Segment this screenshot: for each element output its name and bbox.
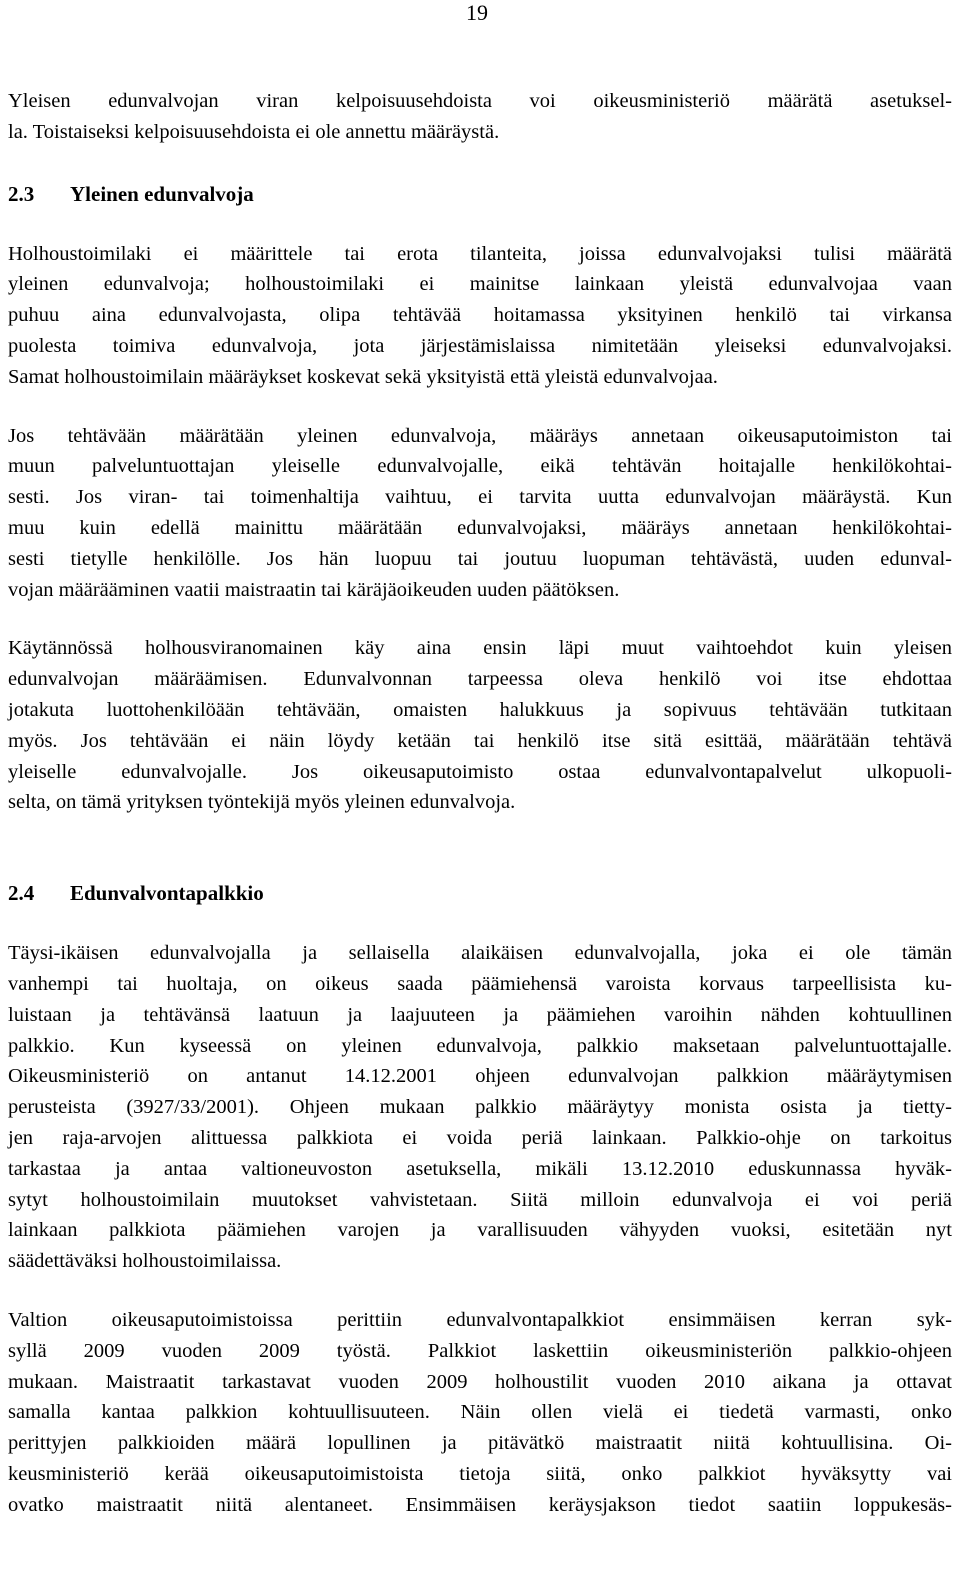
text-line: edunvalvojan määräämisen. Edunvalvonnan tarpeessa oleva henkilö voi itse ehdottaa xyxy=(8,668,952,691)
paragraph xyxy=(8,421,952,606)
text-line: Samat holhoustoimilain määräykset koskevat sekä yksityistä että yleistä edunvalvojaa. xyxy=(8,365,718,388)
text-line: perusteista (3927/33/2001). Ohjeen mukaan palkkio määräytyy monista osista ja tietty- xyxy=(8,1096,952,1119)
text-line: mukaan. Maistraatit tarkastavat vuoden 2009 holhoustilit vuoden 2010 aikana ja ottavat xyxy=(8,1370,952,1393)
section-heading-2-4 xyxy=(8,878,952,908)
text-line: Täysi-ikäisen edunvalvojalla ja sellaisella alaikäisen edunvalvojalla, joka ei ole tämän xyxy=(8,942,952,965)
text-line: samalla kantaa palkkion kohtuullisuuteen. Näin ollen vielä ei tiedetä varmasti, onko xyxy=(8,1401,952,1424)
paragraph xyxy=(8,938,952,1277)
text-line: lainkaan palkkiota päämiehen varojen ja varallisuuden vähyyden vuoksi, esitetään nyt xyxy=(8,1219,952,1242)
page-number: 19 xyxy=(466,0,488,25)
text-line: muun palveluntuottajan yleiselle edunvalvojalle, eikä tehtävän hoitajalle henkilökohtai- xyxy=(8,455,952,478)
text-line: myös. Jos tehtävään ei näin löydy ketään tai henkilö itse sitä esittää, määrätään tehtävä xyxy=(8,729,952,752)
text-line: Käytännössä holhousviranomainen käy aina ensin läpi muut vaihtoehdot kuin yleisen xyxy=(8,637,952,660)
text-line: vanhempi tai huoltaja, on oikeus saada päämiehensä varoista korvaus tarpeellisista ku- xyxy=(8,972,952,995)
text-line: palkkio. Kun kyseessä on yleinen edunvalvoja, palkkio maksetaan palveluntuottajalle. xyxy=(8,1034,952,1057)
section-title: Yleinen edunvalvoja xyxy=(70,181,254,206)
text-line: puhuu aina edunvalvojasta, olipa tehtävää hoitamassa yksityinen henkilö tai virkansa xyxy=(8,304,952,327)
text-line: keusministeriö kerää oikeusaputoimistoista tietoja siitä, onko palkkiot hyväksytty vai xyxy=(8,1462,952,1485)
section-title: Edunvalvontapalkkio xyxy=(70,881,264,906)
text-line: Oikeusministeriö on antanut 14.12.2001 ohjeen edunvalvojan palkkion määräytymisen xyxy=(8,1065,952,1088)
text-line: vojan määrääminen vaatii maistraatin tai käräjäoikeuden uuden päätöksen. xyxy=(8,578,620,601)
text-line: puolesta toimiva edunvalvoja, jota järjestämislaissa nimitetään yleiseksi edunvalvojaksi. xyxy=(8,334,952,357)
section-number: 2.4 xyxy=(8,881,35,906)
section-heading-2-3 xyxy=(8,179,952,209)
text-line: säädettäväksi holhoustoimilaissa. xyxy=(8,1250,282,1273)
text-line: syllä 2009 vuoden 2009 työstä. Palkkiot laskettiin oikeusministeriön palkkio-ohjeen xyxy=(8,1339,952,1362)
text-line: Valtion oikeusaputoimistoissa perittiin edunvalvontapalkkiot ensimmäisen kerran syk- xyxy=(8,1308,952,1331)
text-line: sytyt holhoustoimilain muutokset vahvistetaan. Siitä milloin edunvalvoja ei voi periä xyxy=(8,1188,952,1211)
text-line: jen raja-arvojen alittuessa palkkiota ei voida periä lainkaan. Palkkio-ohje on tarkoitus xyxy=(8,1126,952,1149)
text-line: selta, on tämä yrityksen työntekijä myös yleinen edunvalvoja. xyxy=(8,791,516,814)
paragraph xyxy=(8,1305,952,1521)
text-line: Jos tehtävään määrätään yleinen edunvalvoja, määräys annetaan oikeusaputoimiston tai xyxy=(8,424,952,447)
text-line: perittyjen palkkioiden määrä lopullinen ja pitävätkö maistraatit niitä kohtuullisina. Oi- xyxy=(8,1432,952,1455)
paragraph xyxy=(8,239,952,393)
text-line: tarkastaa ja antaa valtioneuvoston asetuksella, mikäli 13.12.2010 eduskunnassa hyväk- xyxy=(8,1157,952,1180)
text-line: jotakuta luottohenkilöään tehtävään, omaisten halukkuus ja sopivuus tehtävään tutkitaan xyxy=(8,698,952,721)
intro-paragraph xyxy=(8,86,952,148)
text-line: sesti. Jos viran- tai toimenhaltija vaihtuu, ei tarvita uutta edunvalvojan määräystä. Kun xyxy=(8,486,952,509)
text-line: Yleisen edunvalvojan viran kelpoisuusehdoista voi oikeusministeriö määrätä asetuksel- xyxy=(8,90,952,112)
document-body xyxy=(8,86,952,1520)
text-line: luistaan ja tehtävänsä laatuun ja laajuuteen ja päämiehen varoihin nähden kohtuullinen xyxy=(8,1003,952,1026)
text-line: sesti tietylle henkilölle. Jos hän luopuu tai joutuu luopuman tehtävästä, uuden edunval- xyxy=(8,547,952,570)
paragraph xyxy=(8,633,952,818)
text-line: ovatko maistraatit niitä alentaneet. Ensimmäisen keräysjakson tiedot saatiin loppukesäs- xyxy=(8,1493,952,1516)
text-line: yleinen edunvalvoja; holhoustoimilaki ei mainitse lainkaan yleistä edunvalvojaa vaan xyxy=(8,273,952,296)
section-number: 2.3 xyxy=(8,181,35,206)
text-line: yleiselle edunvalvojalle. Jos oikeusaputoimisto ostaa edunvalvontapalvelut ulkopuoli- xyxy=(8,760,952,783)
text-line: muu kuin edellä mainittu määrätään edunvalvojaksi, määräys annetaan henkilökohtai- xyxy=(8,516,952,539)
text-line: Holhoustoimilaki ei määrittele tai erota tilanteita, joissa edunvalvojaksi tulisi määrätä xyxy=(8,242,952,265)
text-line: la. Toistaiseksi kelpoisuusehdoista ei ole annettu määräystä. xyxy=(8,120,500,143)
